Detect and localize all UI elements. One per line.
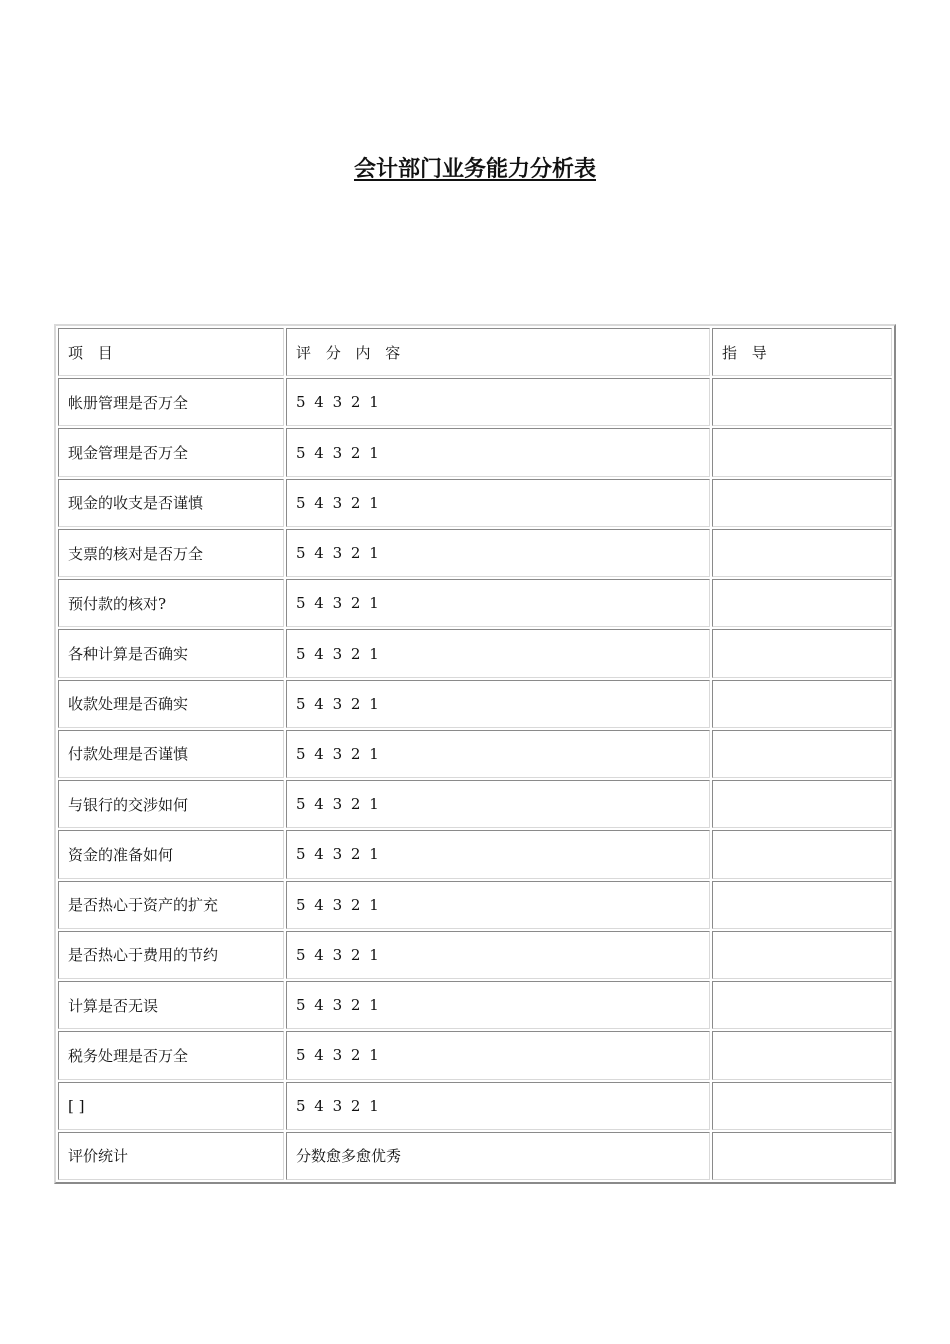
header-content: 评 分 内 容 (286, 328, 710, 376)
row-item: 收款处理是否确实 (58, 680, 284, 728)
row-item: 计算是否无误 (58, 981, 284, 1029)
row-guidance (712, 830, 892, 878)
row-item: 是否热心于资产的扩充 (58, 881, 284, 929)
row-score-content: 5 4 3 2 1 (286, 981, 710, 1029)
summary-row (58, 1132, 892, 1180)
row-item: [ ] (58, 1082, 284, 1130)
document-title-text: 会计部门业务能力分析表 (353, 157, 596, 182)
table-row (58, 479, 892, 527)
row-item: 资金的准备如何 (58, 830, 284, 878)
row-score-content: 5 4 3 2 1 (286, 780, 710, 828)
row-guidance (712, 881, 892, 929)
table-row (58, 780, 892, 828)
row-score-content: 5 4 3 2 1 (286, 629, 710, 677)
row-score-content: 5 4 3 2 1 (286, 730, 710, 778)
row-score-content: 5 4 3 2 1 (286, 378, 710, 426)
row-guidance (712, 780, 892, 828)
row-guidance (712, 629, 892, 677)
row-item: 是否热心于费用的节约 (58, 931, 284, 979)
document-title (0, 154, 950, 186)
row-guidance (712, 730, 892, 778)
table-row (58, 1031, 892, 1079)
row-guidance (712, 931, 892, 979)
table-row (58, 428, 892, 476)
row-guidance (712, 529, 892, 577)
table-header-row (58, 328, 892, 376)
row-score-content: 5 4 3 2 1 (286, 1082, 710, 1130)
row-item: 各种计算是否确实 (58, 629, 284, 677)
table-row (58, 881, 892, 929)
table-row (58, 730, 892, 778)
row-score-content: 5 4 3 2 1 (286, 931, 710, 979)
row-item: 现金的收支是否谨慎 (58, 479, 284, 527)
row-score-content: 5 4 3 2 1 (286, 428, 710, 476)
row-item: 帐册管理是否万全 (58, 378, 284, 426)
row-guidance (712, 428, 892, 476)
summary-item: 评价统计 (58, 1132, 284, 1180)
row-guidance (712, 680, 892, 728)
table-row (58, 1082, 892, 1130)
row-guidance (712, 1082, 892, 1130)
table-row (58, 981, 892, 1029)
header-guidance: 指 导 (712, 328, 892, 376)
table-row (58, 680, 892, 728)
summary-guidance (712, 1132, 892, 1180)
row-score-content: 5 4 3 2 1 (286, 881, 710, 929)
table-row (58, 830, 892, 878)
row-score-content: 5 4 3 2 1 (286, 479, 710, 527)
row-guidance (712, 378, 892, 426)
table-row (58, 529, 892, 577)
row-score-content: 5 4 3 2 1 (286, 529, 710, 577)
row-item: 税务处理是否万全 (58, 1031, 284, 1079)
row-guidance (712, 981, 892, 1029)
row-score-content: 5 4 3 2 1 (286, 1031, 710, 1079)
row-score-content: 5 4 3 2 1 (286, 830, 710, 878)
row-guidance (712, 479, 892, 527)
header-item: 项 目 (58, 328, 284, 376)
row-score-content: 5 4 3 2 1 (286, 579, 710, 627)
table-row (58, 931, 892, 979)
table-row (58, 629, 892, 677)
row-item: 与银行的交涉如何 (58, 780, 284, 828)
row-score-content: 5 4 3 2 1 (286, 680, 710, 728)
row-item: 付款处理是否谨慎 (58, 730, 284, 778)
row-guidance (712, 579, 892, 627)
row-item: 现金管理是否万全 (58, 428, 284, 476)
row-item: 预付款的核对? (58, 579, 284, 627)
table-row (58, 378, 892, 426)
analysis-table (56, 326, 894, 1182)
summary-content: 分数愈多愈优秀 (286, 1132, 710, 1180)
row-guidance (712, 1031, 892, 1079)
analysis-table-frame (54, 324, 896, 1184)
row-item: 支票的核对是否万全 (58, 529, 284, 577)
table-row (58, 579, 892, 627)
